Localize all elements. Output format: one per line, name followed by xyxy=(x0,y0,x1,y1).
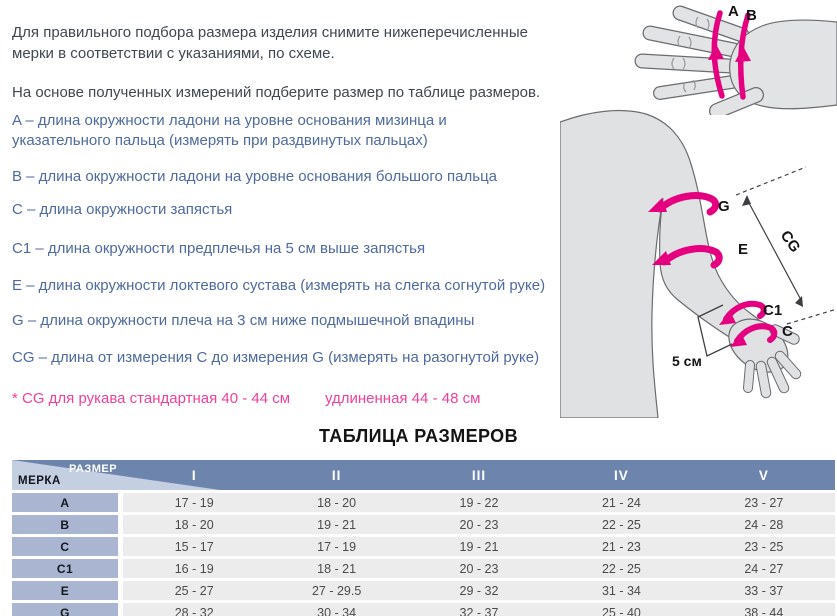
measurement-item-a: A – длина окружности ладони на уровне основания мизинца и указательного пальца (измерять при раздвинутых пальцах) xyxy=(12,112,447,149)
corner-label-size: РАЗМЕР xyxy=(69,463,118,475)
size-table-header xyxy=(12,460,835,490)
measurement-item-c1: C1 – длина окружности предплечья на 5 см выше запястья xyxy=(12,240,426,257)
dashed-line-g xyxy=(736,167,806,195)
table-cell: 31 - 34 xyxy=(601,583,641,598)
row-label: C xyxy=(12,537,118,556)
column-header: IV xyxy=(614,467,629,483)
row-values xyxy=(123,581,835,600)
table-cell: 16 - 19 xyxy=(174,561,214,576)
row-label: E xyxy=(12,581,118,600)
table-cell: 23 - 27 xyxy=(744,495,784,510)
table-cell: 19 - 21 xyxy=(459,539,499,554)
table-cell: 24 - 27 xyxy=(744,561,784,576)
table-row xyxy=(12,537,835,556)
corner-label-measure: МЕРКА xyxy=(18,475,61,487)
note-extended: удлиненная 44 - 48 см xyxy=(325,390,481,407)
table-cell: 20 - 23 xyxy=(459,517,499,532)
table-cell: 27 - 29.5 xyxy=(311,583,362,598)
measurement-item-g: G – длина окружности плеча на 3 см ниже подмышечной впадины xyxy=(12,312,475,329)
table-cell: 25 - 40 xyxy=(601,605,641,616)
table-cell: 21 - 24 xyxy=(601,495,641,510)
table-cell: 19 - 21 xyxy=(317,517,357,532)
size-table xyxy=(12,460,835,616)
column-header: I xyxy=(191,467,197,483)
table-column-headers xyxy=(123,460,835,490)
row-label: G xyxy=(12,603,118,616)
hand-diagram xyxy=(630,0,837,115)
table-cell: 21 - 23 xyxy=(601,539,641,554)
row-label: C1 xyxy=(12,559,118,578)
row-values xyxy=(123,493,835,512)
table-cell: 15 - 17 xyxy=(174,539,214,554)
column-header: V xyxy=(758,467,769,483)
row-values xyxy=(123,537,835,556)
table-cell: 25 - 27 xyxy=(174,583,214,598)
row-label: A xyxy=(12,493,118,512)
table-cell: 30 - 34 xyxy=(317,605,357,616)
table-cell: 24 - 28 xyxy=(744,517,784,532)
arm-label-5cm: 5 см xyxy=(672,353,702,369)
intro-paragraph-1: Для правильного подбора размера изделия снимите нижеперечисленные мерки в соответствии с указаниями, по схеме. xyxy=(12,24,528,62)
dashed-line-c xyxy=(787,309,837,324)
measurement-item-b: B – длина окружности ладони на уровне основания большого пальца xyxy=(12,168,498,185)
table-row xyxy=(12,559,835,578)
table-cell: 18 - 21 xyxy=(317,561,357,576)
arm-label-cg: CG xyxy=(776,227,804,256)
table-cell: 29 - 32 xyxy=(459,583,499,598)
table-row xyxy=(12,493,835,512)
size-table-title: ТАБЛИЦА РАЗМЕРОВ xyxy=(319,426,518,446)
table-row xyxy=(12,515,835,534)
arm-label-c: C xyxy=(782,323,793,340)
arm-label-e: E xyxy=(738,241,749,258)
arm-diagram xyxy=(560,108,837,418)
table-cell: 17 - 19 xyxy=(174,495,214,510)
note-standard: * CG для рукава стандартная 40 - 44 см xyxy=(12,390,291,407)
row-values xyxy=(123,515,835,534)
table-row xyxy=(12,581,835,600)
table-cell: 19 - 22 xyxy=(459,495,499,510)
row-values xyxy=(123,559,835,578)
table-cell: 20 - 23 xyxy=(459,561,499,576)
row-values xyxy=(123,603,835,616)
hand-label-a: A xyxy=(728,3,739,20)
hand-label-b: B xyxy=(746,7,757,24)
measurement-item-e: E – длина окружности локтевого сустава (измерять на слегка согнутой руке) xyxy=(12,277,546,294)
measurement-item-c: C – длина окружности запястья xyxy=(12,201,233,218)
column-header: III xyxy=(471,467,487,483)
table-cell: 18 - 20 xyxy=(174,517,214,532)
arm-label-c1: C1 xyxy=(763,302,783,319)
arm-label-g: G xyxy=(718,198,730,215)
table-cell: 17 - 19 xyxy=(317,539,357,554)
row-label: B xyxy=(12,515,118,534)
table-row xyxy=(12,603,835,616)
table-cell: 22 - 25 xyxy=(601,517,641,532)
table-cell: 23 - 25 xyxy=(744,539,784,554)
table-cell: 33 - 37 xyxy=(744,583,784,598)
measurement-item-cg: CG – длина от измерения C до измерения G (измерять на разогнутой руке) xyxy=(12,349,540,366)
table-cell: 38 - 44 xyxy=(744,605,784,616)
column-header: II xyxy=(331,467,342,483)
table-cell: 18 - 20 xyxy=(317,495,357,510)
table-cell: 22 - 25 xyxy=(601,561,641,576)
table-cell: 28 - 32 xyxy=(174,605,214,616)
intro-paragraph-2: На основе полученных измерений подберите размер по таблице размеров. xyxy=(12,84,541,101)
table-cell: 32 - 37 xyxy=(459,605,499,616)
